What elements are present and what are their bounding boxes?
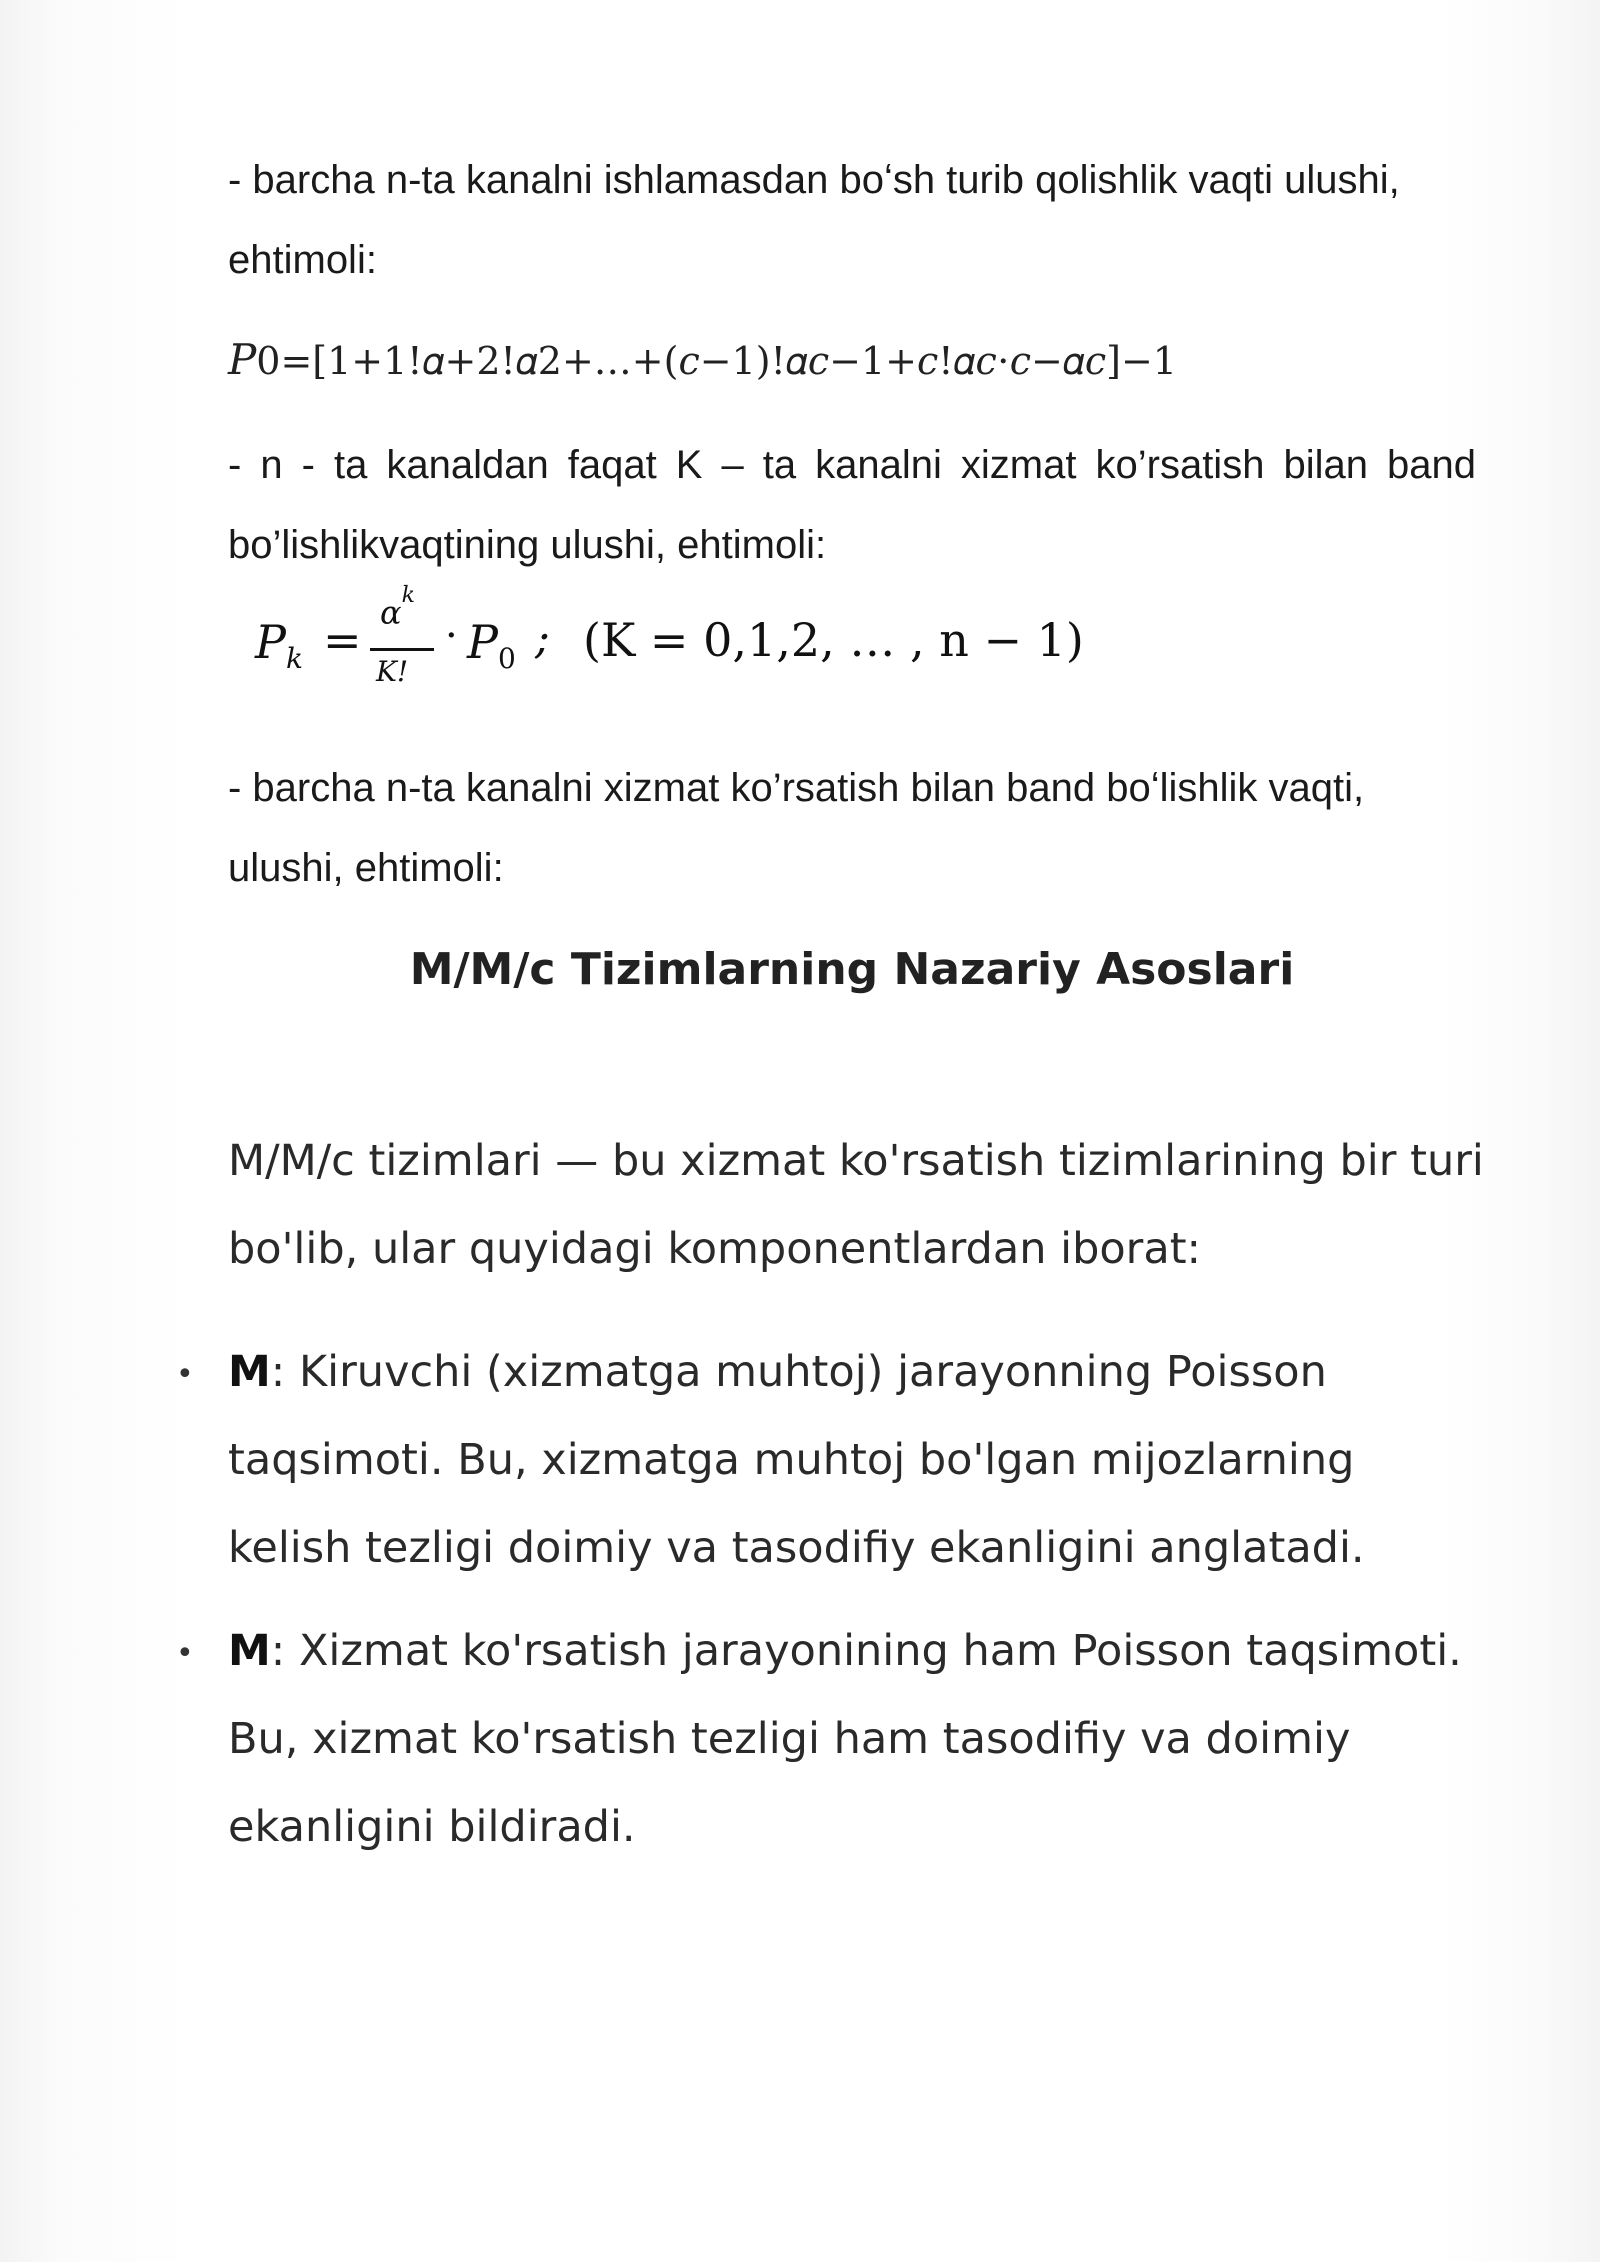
formula-pk-image <box>255 583 1084 715</box>
formula-p0-rest: 0=[1+1!𝛼+2!𝛼2+…+(𝑐−1)!𝛼𝑐−1+𝑐!𝛼𝑐⋅𝑐−𝛼𝑐]−1 <box>256 339 1177 383</box>
formula-pk-range: (K = 0,1,2, … , n − 1) <box>583 613 1084 667</box>
paragraph-all-busy-probability: - barcha n-ta kanalni xizmat ko’rsatish bilan band boʻlishlik vaqti, ulushi, ehtimoli: <box>228 766 1365 890</box>
paragraph-k-busy-probability: - n - ta kanaldan faqat K – ta kanalni xizmat ko’rsatish bilan band bo’lishlikvaqtining ulushi, ehtimoli: <box>228 443 1476 567</box>
formula-pk-fraction <box>370 583 440 703</box>
formula-pk-dot: · <box>445 613 458 659</box>
bullet-text: : Xizmat ko'rsatish jarayonining ham Poisson taqsimoti. Bu, xizmat ko'rsatish tezligi ham tasodifiy va doimiy ekanligini bildiradi. <box>228 1626 1462 1852</box>
bullet-term: M <box>228 1347 271 1397</box>
bullet-marker: • <box>176 1636 194 1671</box>
intro-paragraph: M/M/c tizimlari — bu xizmat ko'rsatish tizimlarining bir turi bo'lib, ular quyidagi komponentlardan iborat: <box>228 1136 1484 1274</box>
formula-pk-numerator: $\alpha^k$ <box>380 583 415 632</box>
formula-p0 <box>228 325 1177 396</box>
formula-pk-denominator: K! <box>376 655 409 688</box>
formula-pk-lhs: $P_k$ <box>255 615 303 676</box>
bullet-term: M <box>228 1626 271 1676</box>
paragraph-idle-probability: - barcha n-ta kanalni ishlamasdan boʻsh turib qolishlik vaqti ulushi, ehtimoli: <box>228 158 1400 282</box>
bullet-marker: • <box>176 1357 194 1392</box>
formula-p0-lhs: 𝑃 <box>228 335 257 384</box>
bullet-item-arrival <box>228 1328 1488 1592</box>
formula-pk-semicolon: ; <box>535 613 550 664</box>
bullet-item-service <box>228 1607 1488 1871</box>
fraction-bar <box>370 648 434 651</box>
bullet-text: : Kiruvchi (xizmatga muhtoj) jarayonning Poisson taqsimoti. Bu, xizmatga muhtoj bo'lgan mijozlarning kelish tezligi doimiy va tasodifiy ekanligini anglatadi. <box>228 1347 1365 1573</box>
formula-pk-p0: $P_0$ <box>467 615 516 676</box>
section-heading: M/M/c Tizimlarning Nazariy Asoslari <box>409 944 1295 995</box>
formula-pk-equals: = <box>323 613 362 667</box>
